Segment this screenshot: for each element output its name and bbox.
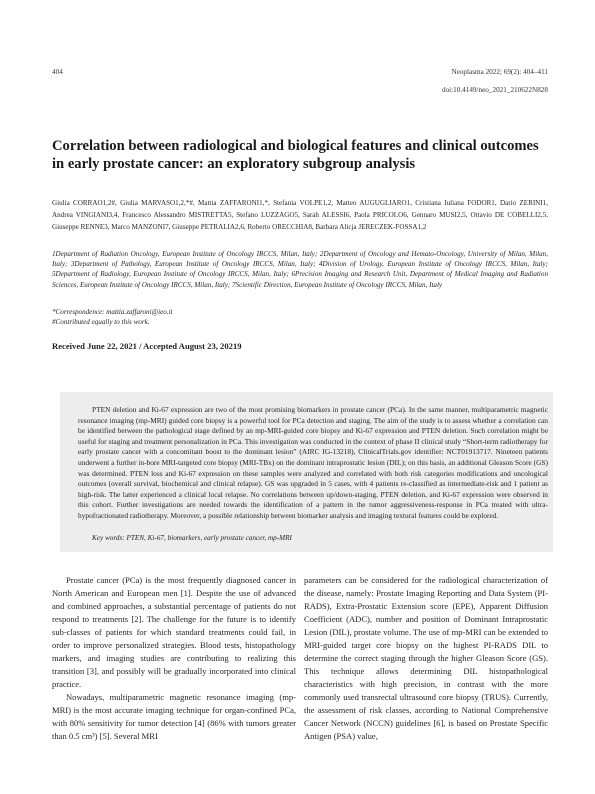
title-line-1: Correlation between radiological and biological features and clinical outcomes [52,138,539,154]
correspondence: *Correspondence: mattia.zaffaroni@ieo.it [52,308,173,316]
body-right-column [304,574,548,743]
journal-citation: Neoplasma 2022; 69(2): 404–411 [451,68,548,76]
author-list: Giulia CORRAO1,2#, Giulia MARVASO1,2,*#, Mattia ZAFFARONI1,*, Stefania VOLPE1,2, Matteo AUGUGLIARO1, Cristiana Iuliana FODOR1, Dario ZERINI1, Andrea VINGIANI3,4, Francesco Alessandro MISTRETTA5, Stefano LUZZAGO5, Sarah ALESSI6, Paola PRICOLO6, Gennaro MUSI2,5, Ottavio DE COBELLI2,5, Giuseppe RENNE3, Marco MANZONI7, Giuseppe PETRALIA2,6, Roberto ORECCHIA8, Barbara Alicja JERECZEK-FOSSA1,2 [52,199,548,232]
body-paragraph: parameters can be considered for the radiological characterization of the disease, namely: Prostate Imaging Reporting and Data System (PI-RADS), Extra-Prostatic Extension score (EPE), Apparent Diffusion Coefficient (ADC), number and position of Dominant Intraprostatic Lesion (DIL), prostate volume. The use of mp-MRI can be extended to MRI-guided target core biopsy on the highest PI-RADS DIL to determine the correct staging through the higher Gleason Score (GS). This technique allows determining DIL histopathological characteristics with high precision, in contrast with the more commonly used transrectal ultrasound core biopsy (TRUS). Currently, the assessment of risk classes, according to National Comprehensive Cancer Network (NCCN) guidelines [6], is based on Prostate Specific Antigen (PSA) value, [304,575,548,741]
body-left-column [52,574,296,743]
contributed-equally-note: #Contributed equally to this work. [52,318,150,327]
received-accepted-dates: Received June 22, 2021 / Accepted August 23, 20219 [52,341,242,351]
abstract-text: PTEN deletion and Ki-67 expression are two of the most promising biomarkers in prostate cancer (PCa). In the same manner, multiparametric magnetic resonance imaging (mp-MRI) guided core biopsy is a powerful tool for PCa detection and staging. The aim of the study is to assess whether a correlation can be identified between the pathological stage defined by an mp-MRI-guided core biopsy and Ki-67 expression and PTEN deletion. Such correlation might be useful for staging and treatment personalization in PCa. This investigation was conducted in the context of phase II clinical study “Short-term radiotherapy for early prostate cancer with a concomitant boost to the dominant lesion” (AIRC IG-13218), ClinicalTrials.gov identifier: NCT01913717. Nineteen patients underwent a further in-bore MRI-targeted core biopsy (MRI-TBx) on the dominant intraprostatic lesion (DIL); on this basis, an additional Gleason Score (GS) was determined. PTEN loss and Ki-67 expression on these samples were analyzed and correlated with both risk categories modifications and oncological outcomes (overall survival, biochemical and clinical relapse). GS was upgraded in 5 cases, with 4 patients re-classified as intermediate-risk and 1 patient as high-risk. The latter experienced a clinical local relapse. No correlations between up/down-staging, PTEN deletion, and Ki-67 expression were observed in this cohort. Further investigations are needed towards the identification of a pattern in the tumor aggressiveness-response in PCa treated with ultra-hypofractionated radiotherapy. Moreover, a possible relationship between biomarker analysis and imaging textural features could be explored. [78,405,548,520]
doi: doi:10.4149/neo_2021_210622N828 [441,86,548,94]
page-number: 404 [52,68,63,76]
affiliations: 1Department of Radiation Oncology, European Institute of Oncology IRCCS, Milan, Italy; 2Department of Oncology and Hemato-Oncology, University of Milan, Milan, Italy; 3Department of Pathology, European Institute of Oncology IRCCS, Milan, Italy; 4Division of Urology, European Institute of Oncology IRCCS, Milan, Italy; 5Department of Radiology, European Institute of Oncology IRCCS, Milan, Italy; 6Precision Imaging and Research Unit, Department of Medical Imaging and Radiation Sciences, European Institute of Oncology IRCCS, Milan, Italy; 7Scientific Direction, European Institute of Oncology IRCCS, Milan, Italy [52,250,548,289]
body-paragraph: Prostate cancer (PCa) is the most frequently diagnosed cancer in North American and European men [1]. Despite the use of advanced and combined approaches, a substantial percentage of patients do not respond to treatments [2]. The challenge for the future is to identify sub-classes of patients for which standard treatments could fail, in order to improve personalized strategies. Blood tests, histopathology markers, and imaging studies are contributing to realizing this transition [3], and possibly will be gradually incorporated into clinical practice. [52,575,296,689]
body-paragraph: Nowadays, multiparametric magnetic resonance imaging (mp-MRI) is the most accurate imaging technique for organ-confined PCa, with 80% sensitivity for tumor detection [4] (86% with tumors greater than 0.5 cm³) [5]. Several MRI [52,692,296,741]
article-title [52,137,552,173]
keywords: Key words: PTEN, Ki-67, biomarkers, early prostate cancer, mp-MRI [92,534,292,542]
correspondence-block [52,307,548,327]
title-line-2: in early prostate cancer: an exploratory subgroup analysis [52,156,416,172]
